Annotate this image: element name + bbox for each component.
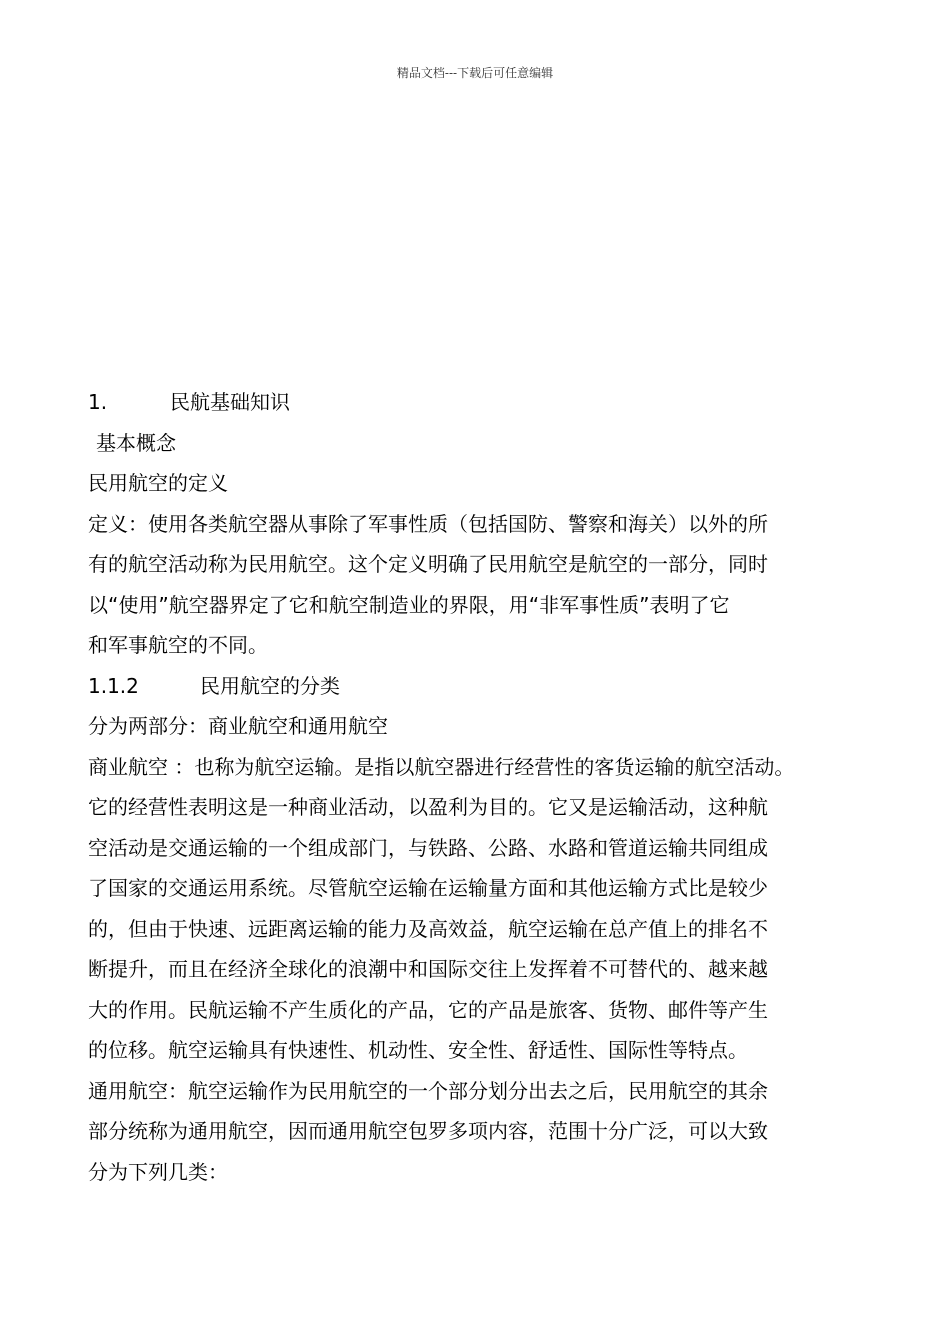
paragraph-line: 空活动是交通运输的一个组成部门，与铁路、公路、水路和管道运输共同组成 — [88, 835, 768, 860]
section-number: 1.1.2 — [88, 673, 139, 698]
paragraph-line: 和军事航空的不同。 — [88, 633, 268, 657]
commercial-aviation-paragraph — [88, 747, 868, 1071]
section-heading — [88, 666, 868, 707]
heading-1-title: 民航基础知识 — [170, 390, 290, 414]
paragraph-line: 断提升，而且在经济全球化的浪潮中和国际交往上发挥着不可替代的、越来越 — [88, 957, 768, 981]
paragraph-line: 定义：使用各类航空器从事除了军事性质（包括国防、警察和海关）以外的所 — [88, 511, 768, 536]
paragraph-line: 通用航空：航空运输作为民用航空的一个部分划分出去之后，民用航空的其余 — [88, 1078, 768, 1103]
paragraph-line: 以“使用”航空器界定了它和航空制造业的界限，用“非军事性质”表明了它 — [88, 592, 730, 617]
paragraph-line: 有的航空活动称为民用航空。这个定义明确了民用航空是航空的一部分，同时 — [88, 552, 768, 576]
paragraph-line: 的，但由于快速、远距离运输的能力及高效益，航空运输在总产值上的排名不 — [88, 916, 768, 941]
paragraph-line: 的位移。航空运输具有快速性、机动性、安全性、舒适性、国际性等特点。 — [88, 1038, 748, 1062]
heading-2: 基本概念 — [96, 430, 176, 455]
document-body — [88, 382, 868, 1192]
classification-line: 分为两部分：商业航空和通用航空 — [88, 714, 388, 738]
paragraph-line: 了国家的交通运用系统。尽管航空运输在运输量方面和其他运输方式比是较少 — [88, 876, 768, 900]
paragraph-line: 它的经营性表明这是一种商业活动，以盈利为目的。它又是运输活动，这种航 — [88, 795, 768, 819]
general-aviation-paragraph — [88, 1071, 868, 1193]
heading-3: 民用航空的定义 — [88, 471, 228, 495]
paragraph-line: 商业航空 ：也称为航空运输。是指以航空器进行经营性的客货运输的航空活动。 — [88, 754, 795, 779]
heading-1 — [88, 382, 868, 423]
paragraph-line: 部分统称为通用航空，因而通用航空包罗多项内容，范围十分广泛，可以大致 — [88, 1119, 768, 1143]
paragraph-line: 大的作用。民航运输不产生质化的产品，它的产品是旅客、货物、邮件等产生 — [88, 997, 768, 1022]
paragraph-line: 分为下列几类： — [88, 1159, 228, 1184]
page-header: 精品文档---下载后可任意编辑 — [396, 66, 554, 80]
definition-paragraph — [88, 504, 868, 666]
heading-1-number: 1. — [88, 390, 108, 414]
section-title: 民用航空的分类 — [200, 673, 340, 698]
